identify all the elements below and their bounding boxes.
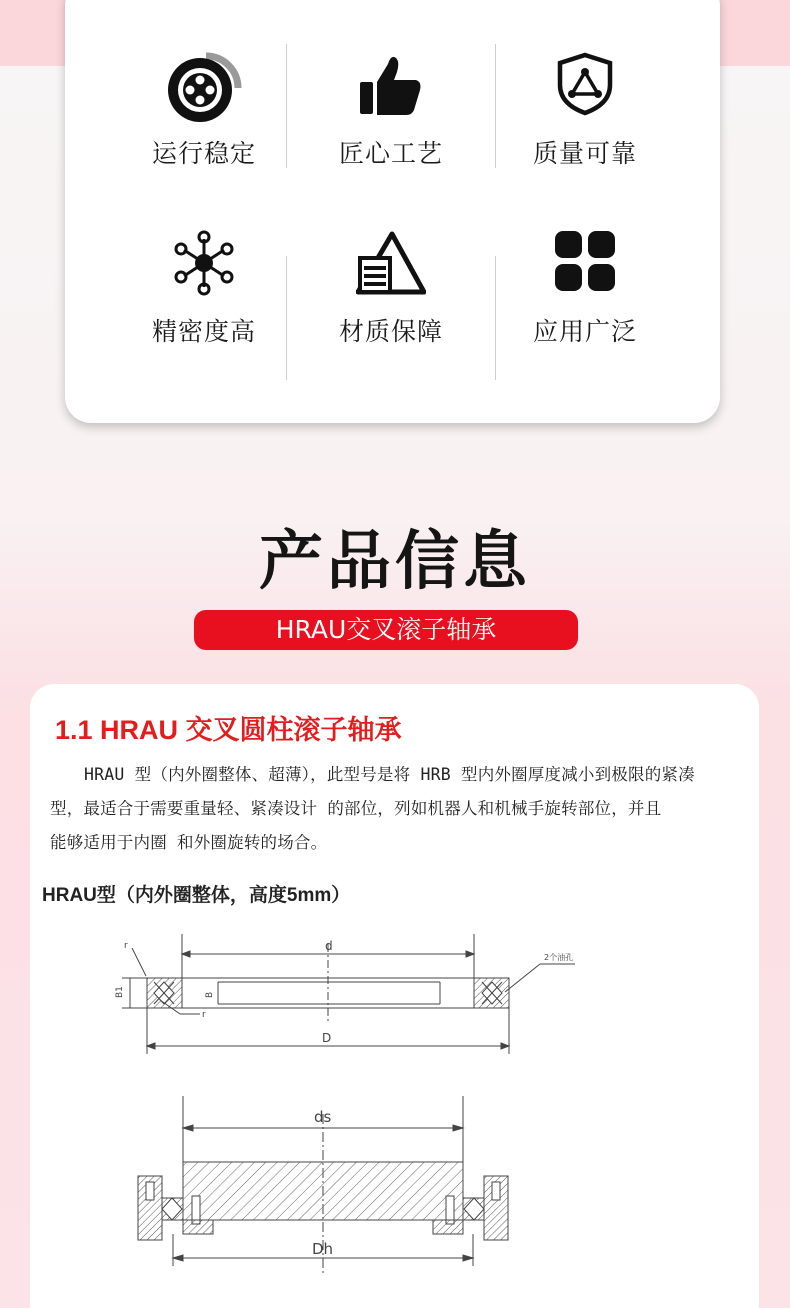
grid-icon <box>554 230 616 296</box>
feature-label: 运行稳定 <box>151 139 256 168</box>
feature-label: 材质保障 <box>338 317 443 346</box>
feature-stable <box>119 52 289 182</box>
product-info-card <box>30 684 759 1308</box>
divider <box>495 256 496 380</box>
bearing-drawing-section <box>100 934 620 1064</box>
dim-D: D <box>322 1031 332 1045</box>
desc-line: 能够适用于内圈 和外圈旋转的场合。 <box>50 833 328 852</box>
info-description <box>50 758 750 860</box>
thumbs-up-icon <box>358 52 424 122</box>
product-subtitle-badge: HRAU交叉滚子轴承 <box>194 610 578 650</box>
feature-quality <box>500 52 670 182</box>
material-layers-icon <box>356 230 426 300</box>
label-b1: B1 <box>115 986 125 998</box>
oil-hole-note: 2个油孔 <box>544 953 574 962</box>
type-label: HRAU型（内外圈整体，高度5mm） <box>42 885 351 906</box>
section-title: 产品信息 <box>259 525 531 599</box>
desc-line: 型，最适合于需要重量轻、紧凑设计 的部位，列如机器人和机械手旋转部位，并且 <box>50 799 662 818</box>
shield-icon <box>555 52 615 120</box>
bearing-drawing-assembly <box>130 1094 530 1294</box>
feature-precision <box>119 230 289 360</box>
info-heading: 1.1 HRAU 交叉圆柱滚子轴承 <box>55 715 402 745</box>
desc-line: HRAU 型（内外圈整体、超薄），此型号是将 HRB 型内外圈厚度减小到极限的紧凑 <box>84 765 695 784</box>
feature-label: 匠心工艺 <box>338 139 443 168</box>
feature-label: 质量可靠 <box>532 139 637 168</box>
label-r-top: r <box>124 941 128 951</box>
bearing-icon <box>166 52 242 128</box>
label-r-bottom: r <box>202 1010 206 1020</box>
dim-d: d <box>325 939 333 953</box>
feature-craft <box>306 52 476 182</box>
feature-label: 精密度高 <box>151 317 256 346</box>
feature-material <box>306 230 476 360</box>
dim-dh: Dh <box>312 1240 334 1258</box>
network-icon <box>171 230 237 300</box>
dim-ds: ds <box>314 1108 332 1126</box>
feature-card <box>65 0 720 423</box>
divider <box>495 44 496 168</box>
feature-label: 应用广泛 <box>532 317 637 346</box>
label-b: B <box>205 991 215 998</box>
feature-application <box>500 230 670 360</box>
